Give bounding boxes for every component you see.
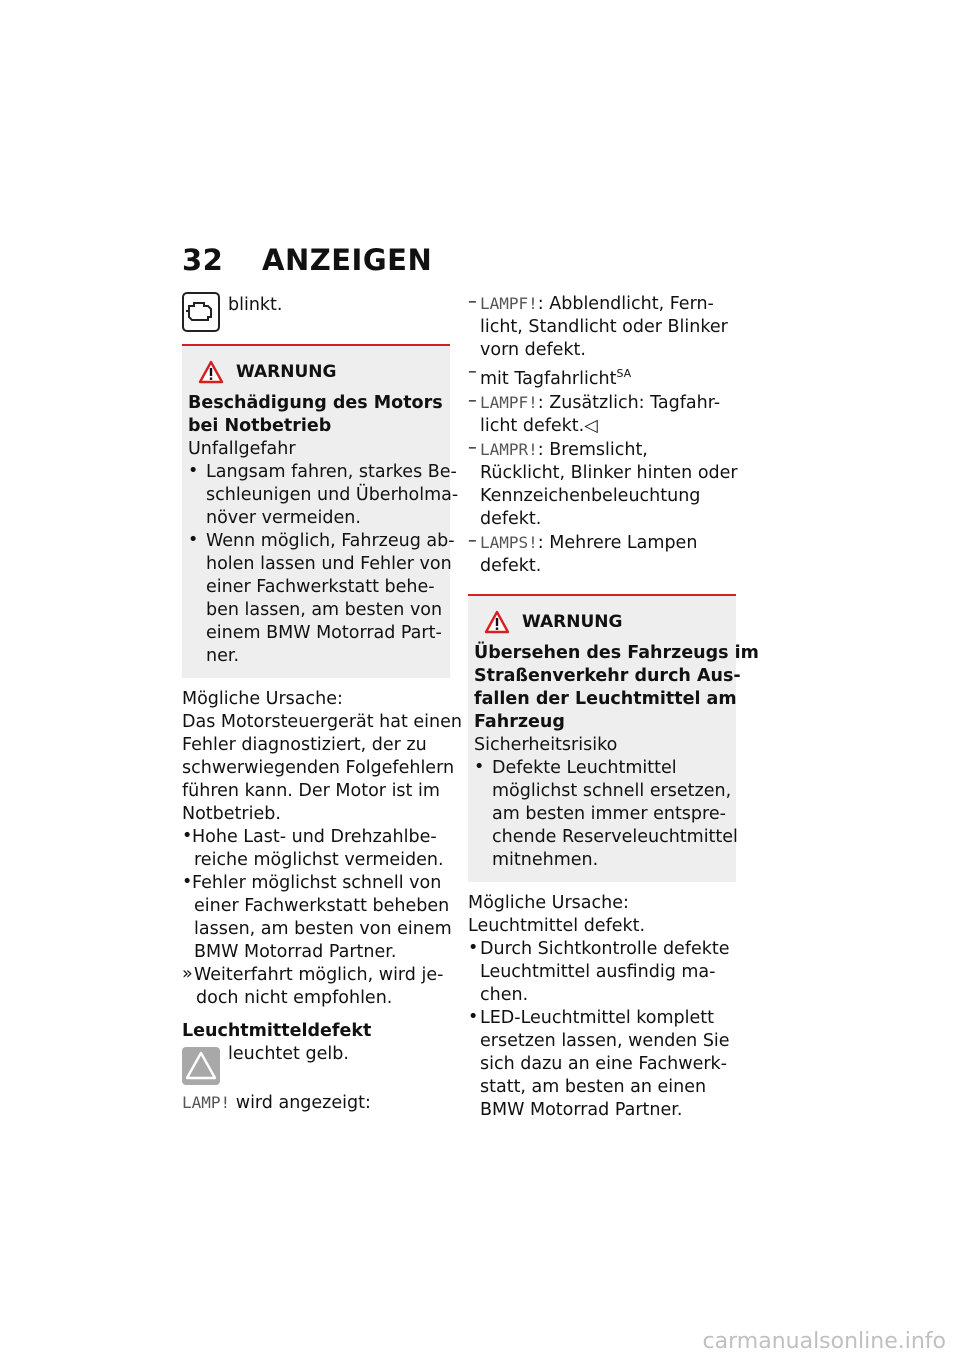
cause-section: Mögliche Ursache: Leuchtmittel defekt. • Durch Sichtkontrolle defekte Leuchtmittel ausfindig ma- chen. • LED-Leuchtmittel komplett ersetzen lassen, wenden Sie sich dazu an eine Fachwerk- statt, am besten an einen BMW Motorrad Partner. — [468, 892, 736, 1122]
warning-label: WARNUNG — [236, 362, 337, 382]
warning-box-engine — [182, 344, 459, 678]
watermark: carmanualsonline.info — [702, 1329, 946, 1354]
list-item: – LAMPF!: Abblendlicht, Fern- licht, Standlicht oder Blinker vorn defekt. — [468, 292, 728, 360]
lamp-warning-icon — [182, 1047, 220, 1085]
list-item: – LAMPF!: Zusätzlich: Tagfahr- licht defekt.◁ — [468, 390, 721, 436]
engine-status-text: blinkt. — [228, 295, 283, 315]
page-title: ANZEIGEN — [262, 243, 433, 277]
list-item: • Durch Sichtkontrolle defekte Leuchtmittel ausfindig ma- chen. — [468, 937, 730, 1005]
warning-triangle-icon — [198, 360, 224, 384]
display-code: LAMP! — [182, 1093, 231, 1112]
list-item: – LAMPR!: Bremslicht, Rücklicht, Blinker hinten oder Kennzeichenbeleuchtung defekt. — [468, 437, 738, 529]
warning-heading: Übersehen des Fahrzeugs im — [474, 642, 759, 663]
warning-heading: bei Notbetrieb — [188, 416, 332, 436]
warning-hazard: Unfallgefahr — [188, 439, 296, 459]
list-item: • Fehler möglichst schnell von einer Fachwerkstatt beheben lassen, am besten von einem BMW Motorrad Partner. — [182, 872, 452, 962]
warning-heading: Beschädigung des Motors — [188, 393, 443, 413]
warning-hazard: Sicherheitsrisiko — [474, 734, 618, 755]
display-text: wird angezeigt: — [235, 1093, 371, 1113]
warning-heading: fallen der Leuchtmittel am — [474, 688, 737, 709]
cause-section: Mögliche Ursache: Das Motorsteuergerät hat einen Fehler diagnostiziert, der zu schwerwiegenden Folgefehlern führen kann. Der Motor ist im Notbetrieb. • Hohe Last- und Drehzahlbe- reiche möglichst vermeiden. • Fehler möglichst schnell von einer Fachwerkstatt beheben lassen, am besten von einem BMW Motorrad Partner. » Weiterfahrt möglich, wird je- doch nicht empfohlen. — [182, 689, 462, 1008]
warning-heading: Fahrzeug — [474, 711, 565, 732]
engine-warning-icon — [182, 292, 220, 332]
list-item: • LED-Leuchtmittel komplett ersetzen lassen, wenden Sie sich dazu an eine Fachwerk- statt, am besten an einen BMW Motorrad Partner. — [468, 1006, 730, 1120]
warning-heading: Straßenverkehr durch Aus- — [474, 665, 741, 686]
list-item: » Weiterfahrt möglich, wird je- doch nicht empfohlen. — [182, 964, 444, 1008]
list-item: • Langsam fahren, starkes Be- schleunigen und Überholma- növer vermeiden. — [188, 461, 459, 528]
warning-box-lights — [468, 594, 759, 882]
list-item: • Defekte Leuchtmittel möglichst schnell ersetzen, am besten immer entspre- chende Reserveleuchtmittel mitnehmen. — [474, 756, 738, 870]
section-title: Leuchtmitteldefekt — [182, 1021, 372, 1041]
list-item: – mit Tagfahrlicht$^{SA}$ — [468, 362, 632, 389]
list-item: • Hohe Last- und Drehzahlbe- reiche möglichst vermeiden. — [182, 826, 444, 870]
warning-triangle-icon — [484, 610, 510, 634]
warning-label: WARNUNG — [522, 611, 623, 632]
lamp-status-text: leuchtet gelb. — [228, 1044, 349, 1064]
page-number: 32 — [182, 243, 224, 277]
list-item: • Wenn möglich, Fahrzeug ab- holen lassen und Fehler von einer Fachwerkstatt behe- ben lassen, am besten von einem BMW Motorrad Part- ner. — [188, 530, 455, 666]
list-item: – LAMPS!: Mehrere Lampen defekt. — [468, 530, 698, 576]
column-right — [468, 292, 759, 1122]
column-left — [182, 292, 462, 1115]
